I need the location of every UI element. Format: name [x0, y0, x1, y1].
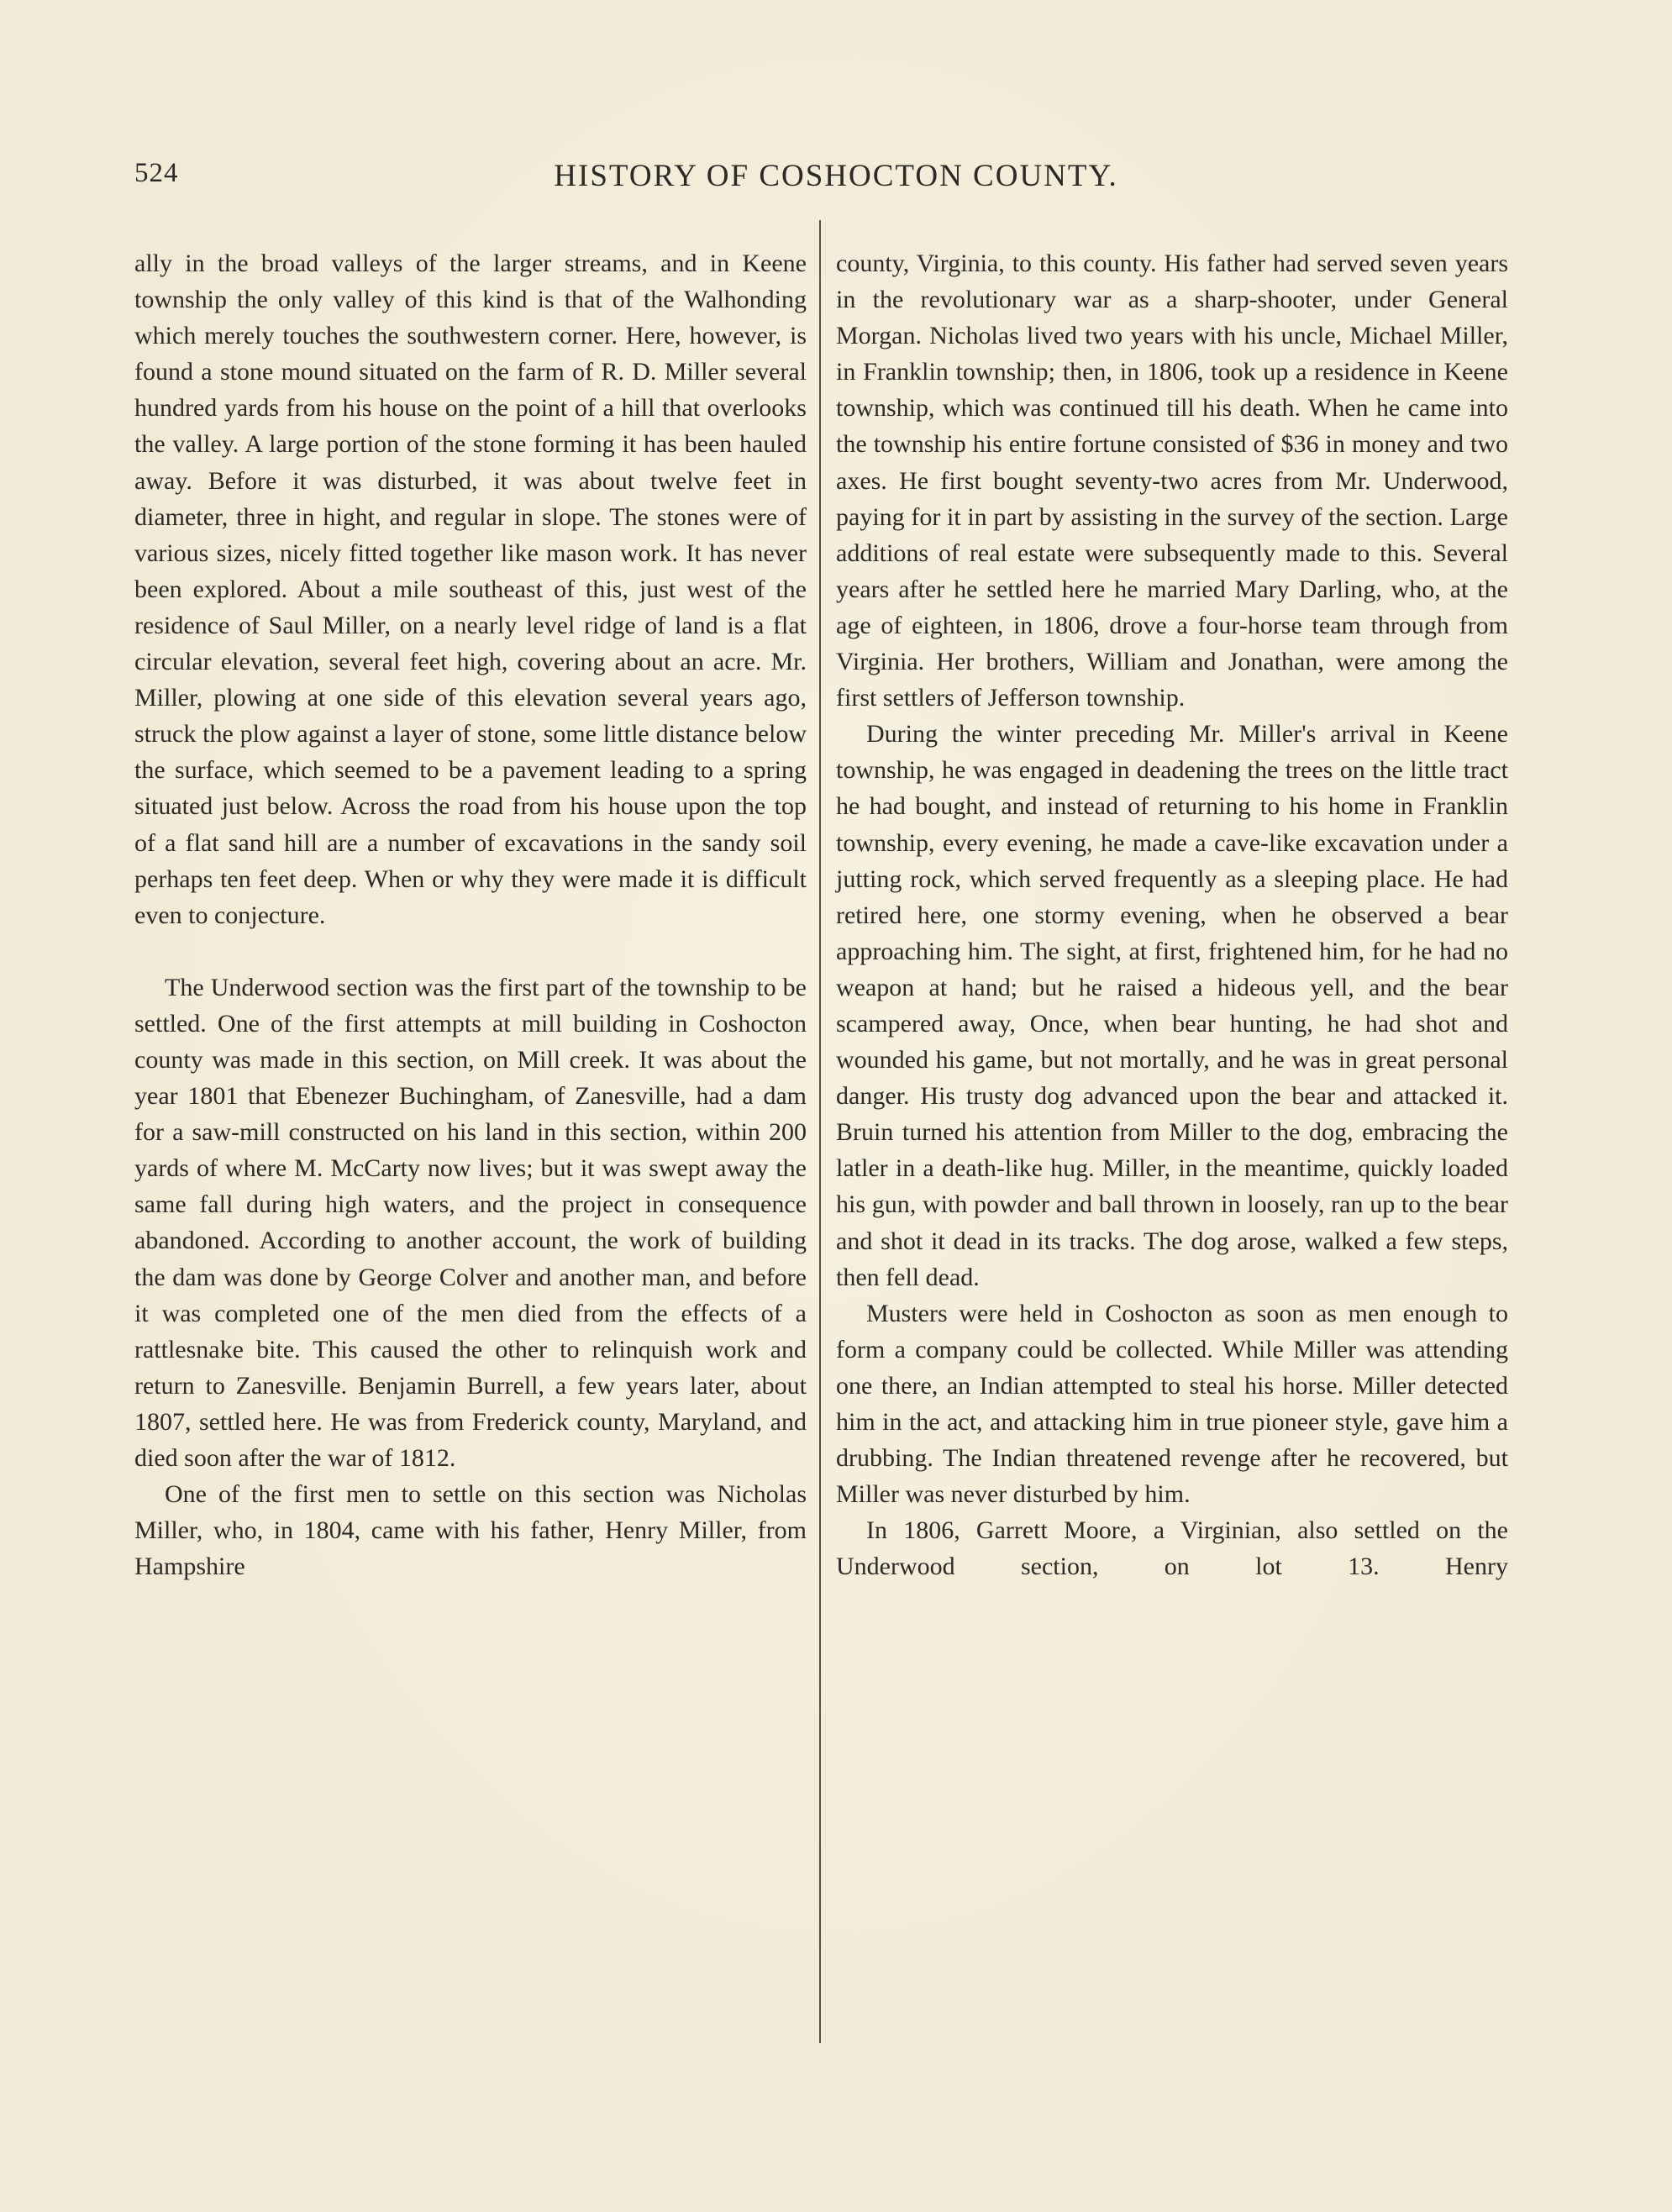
paragraph-underwood-section: The Underwood section was the first part of the township to be settled. One of the first attempts at mill building in Coshocton county was made in this section, on Mill creek. It was about the year 1801 that Ebenezer Buchingham, of Zanesville, had a dam for a saw-mill constructed on his land in this section, within 200 yards of where M. McCarty now lives; but it was swept away the same fall during high waters, and the project in consequence abandoned. According to another account, the work of building the dam was done by George Colver and another man, and before it was completed one of the men died from the effects of a rattlesnake bite. This caused the other to relinquish work and return to Zanesville. Benjamin Burrell, a few years later, about 1807, settled here. He was from Frederick county, Maryland, and died soon after the war of 1812. — [134, 973, 807, 1472]
paragraph-garrett-moore: In 1806, Garrett Moore, a Virginian, also settled on the Underwood section, on lot 13. Henry — [836, 1516, 1508, 1581]
left-column — [134, 245, 807, 1584]
column-divider — [819, 220, 821, 2043]
paragraph-nicholas-miller: One of the first men to settle on this section was Nicholas Miller, who, in 1804, came with his father, Henry Miller, from Hampshire — [134, 1480, 807, 1581]
paragraph-miller-family: county, Virginia, to this county. His father had served seven years in the revolutionary war as a sharp-shooter, under General Morgan. Nicholas lived two years with his uncle, Michael Miller, in Franklin township; then, in 1806, took up a residence in Keene township, which was continued till his death. When he came into the township his entire fortune consisted of $36 in money and two axes. He first bought seventy-two acres from Mr. Underwood, paying for it in part by assisting in the survey of the section. Large additions of real estate were subsequently made to this. Several years after he settled here he married Mary Darling, who, at the age of eighteen, in 1806, drove a four-horse team through from Virginia. Her brothers, William and Jonathan, were among the first settlers of Jefferson township. — [836, 250, 1508, 712]
running-title: HISTORY OF COSHOCTON COUNTY. — [554, 159, 1118, 193]
paragraph-mounds: ally in the broad valleys of the larger streams, and in Keene township the only valley of this kind is that of the Walhonding which merely touches the southwestern corner. Here, however, is found a stone mound situated on the farm of R. D. Miller several hundred yards from his house on the point of a hill that overlooks the valley. A large portion of the stone forming it has been hauled away. Before it was disturbed, it was about twelve feet in diameter, three in hight, and regular in slope. The stones were of various sizes, nicely fitted together like mason work. It has never been explored. About a mile southeast of this, just west of the residence of Saul Miller, on a nearly level ridge of land is a flat circular elevation, several feet high, covering about an acre. Mr. Miller, plowing at one side of this elevation several years ago, struck the plow against a layer of stone, some little distance below the surface, which seemed to be a pavement leading to a spring situated just below. Across the road from his house upon the top of a flat sand hill are a number of excavations in the sandy soil perhaps ten feet deep. When or why they were made it is difficult even to conjecture. — [134, 250, 807, 929]
paragraph-bear-story: During the winter preceding Mr. Miller's arrival in Keene township, he was engaged in deadening the trees on the little tract he had bought, and instead of returning to his home in Franklin township, every evening, he made a cave-like excavation under a jutting rock, which served frequently as a sleeping place. He had retired here, one stormy evening, when he observed a bear approaching him. The sight, at first, frightened him, for he had no weapon at hand; but he raised a hideous yell, and the bear scampered away, Once, when bear hunting, he had shot and wounded his game, but not mortally, and he was in great personal danger. His trusty dog advanced upon the bear and attacked it. Bruin turned his attention from Miller to the dog, embracing the latler in a death-like hug. Miller, in the meantime, quickly loaded his gun, with powder and ball thrown in loosely, ran up to the bear and shot it dead in its tracks. The dog arose, walked a few steps, then fell dead. — [836, 720, 1508, 1291]
page-header — [134, 158, 1538, 208]
paragraph-musters: Musters were held in Coshocton as soon as men enough to form a company could be collected. While Miller was attending one there, an Indian attempted to steal his horse. Miller detected him in the act, and attacking him in true pioneer style, gave him a drubbing. The Indian threatened revenge after he recovered, but Miller was never disturbed by him. — [836, 1299, 1508, 1509]
page-number: 524 — [134, 158, 179, 188]
right-column — [836, 245, 1508, 1584]
